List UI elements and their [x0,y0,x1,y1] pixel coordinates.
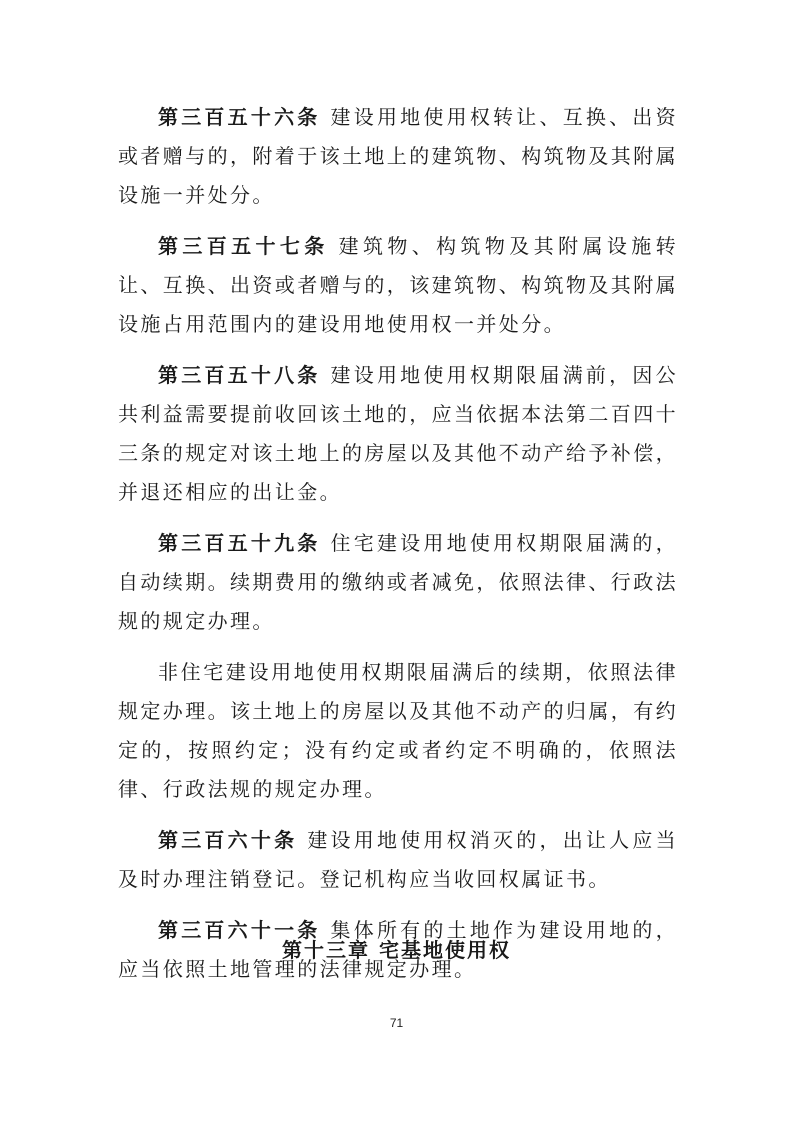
article-number: 第三百五十八条 [158,363,321,387]
article-number: 第三百五十六条 [158,105,321,129]
article-360 [118,821,678,899]
article-number: 第三百六十条 [158,828,298,852]
article-number: 第三百五十九条 [158,531,321,555]
article-356 [118,98,678,215]
article-359-paragraph-2 [118,653,678,809]
article-text: 建设用地使用权消灭的，出让人应当及时办理注销登记。登记机构应当收回权属证书。 [118,828,678,891]
article-357 [118,227,678,344]
article-text: 建筑物、构筑物及其附属设施转让、互换、出资或者赠与的，该建筑物、构筑物及其附属设施占用范围内的建设用地使用权一并处分。 [118,234,678,336]
article-text: 建设用地使用权期限届满前，因公共利益需要提前收回该土地的，应当依据本法第二百四十三条的规定对该土地上的房屋以及其他不动产给予补偿，并退还相应的出让金。 [118,363,678,504]
article-text: 住宅建设用地使用权期限届满的，自动续期。续期费用的缴纳或者减免，依照法律、行政法规的规定办理。 [118,531,678,633]
document-body [118,98,678,1001]
page-number: 71 [389,1016,404,1030]
chapter-heading: 第十三章 宅基地使用权 [282,938,511,962]
article-text: 非住宅建设用地使用权期限届满后的续期，依照法律规定办理。该土地上的房屋以及其他不动产的归属，有约定的，按照约定；没有约定或者约定不明确的，依照法律、行政法规的规定办理。 [118,660,678,801]
article-number: 第三百五十七条 [158,234,329,258]
article-text: 集体所有的土地作为建设用地的，应当依照土地管理的法律规定办理。 [118,918,678,981]
article-359 [118,524,678,641]
article-358 [118,356,678,512]
article-number: 第三百六十一条 [158,918,321,942]
article-text: 建设用地使用权转让、互换、出资或者赠与的，附着于该土地上的建筑物、构筑物及其附属设施一并处分。 [118,105,678,207]
